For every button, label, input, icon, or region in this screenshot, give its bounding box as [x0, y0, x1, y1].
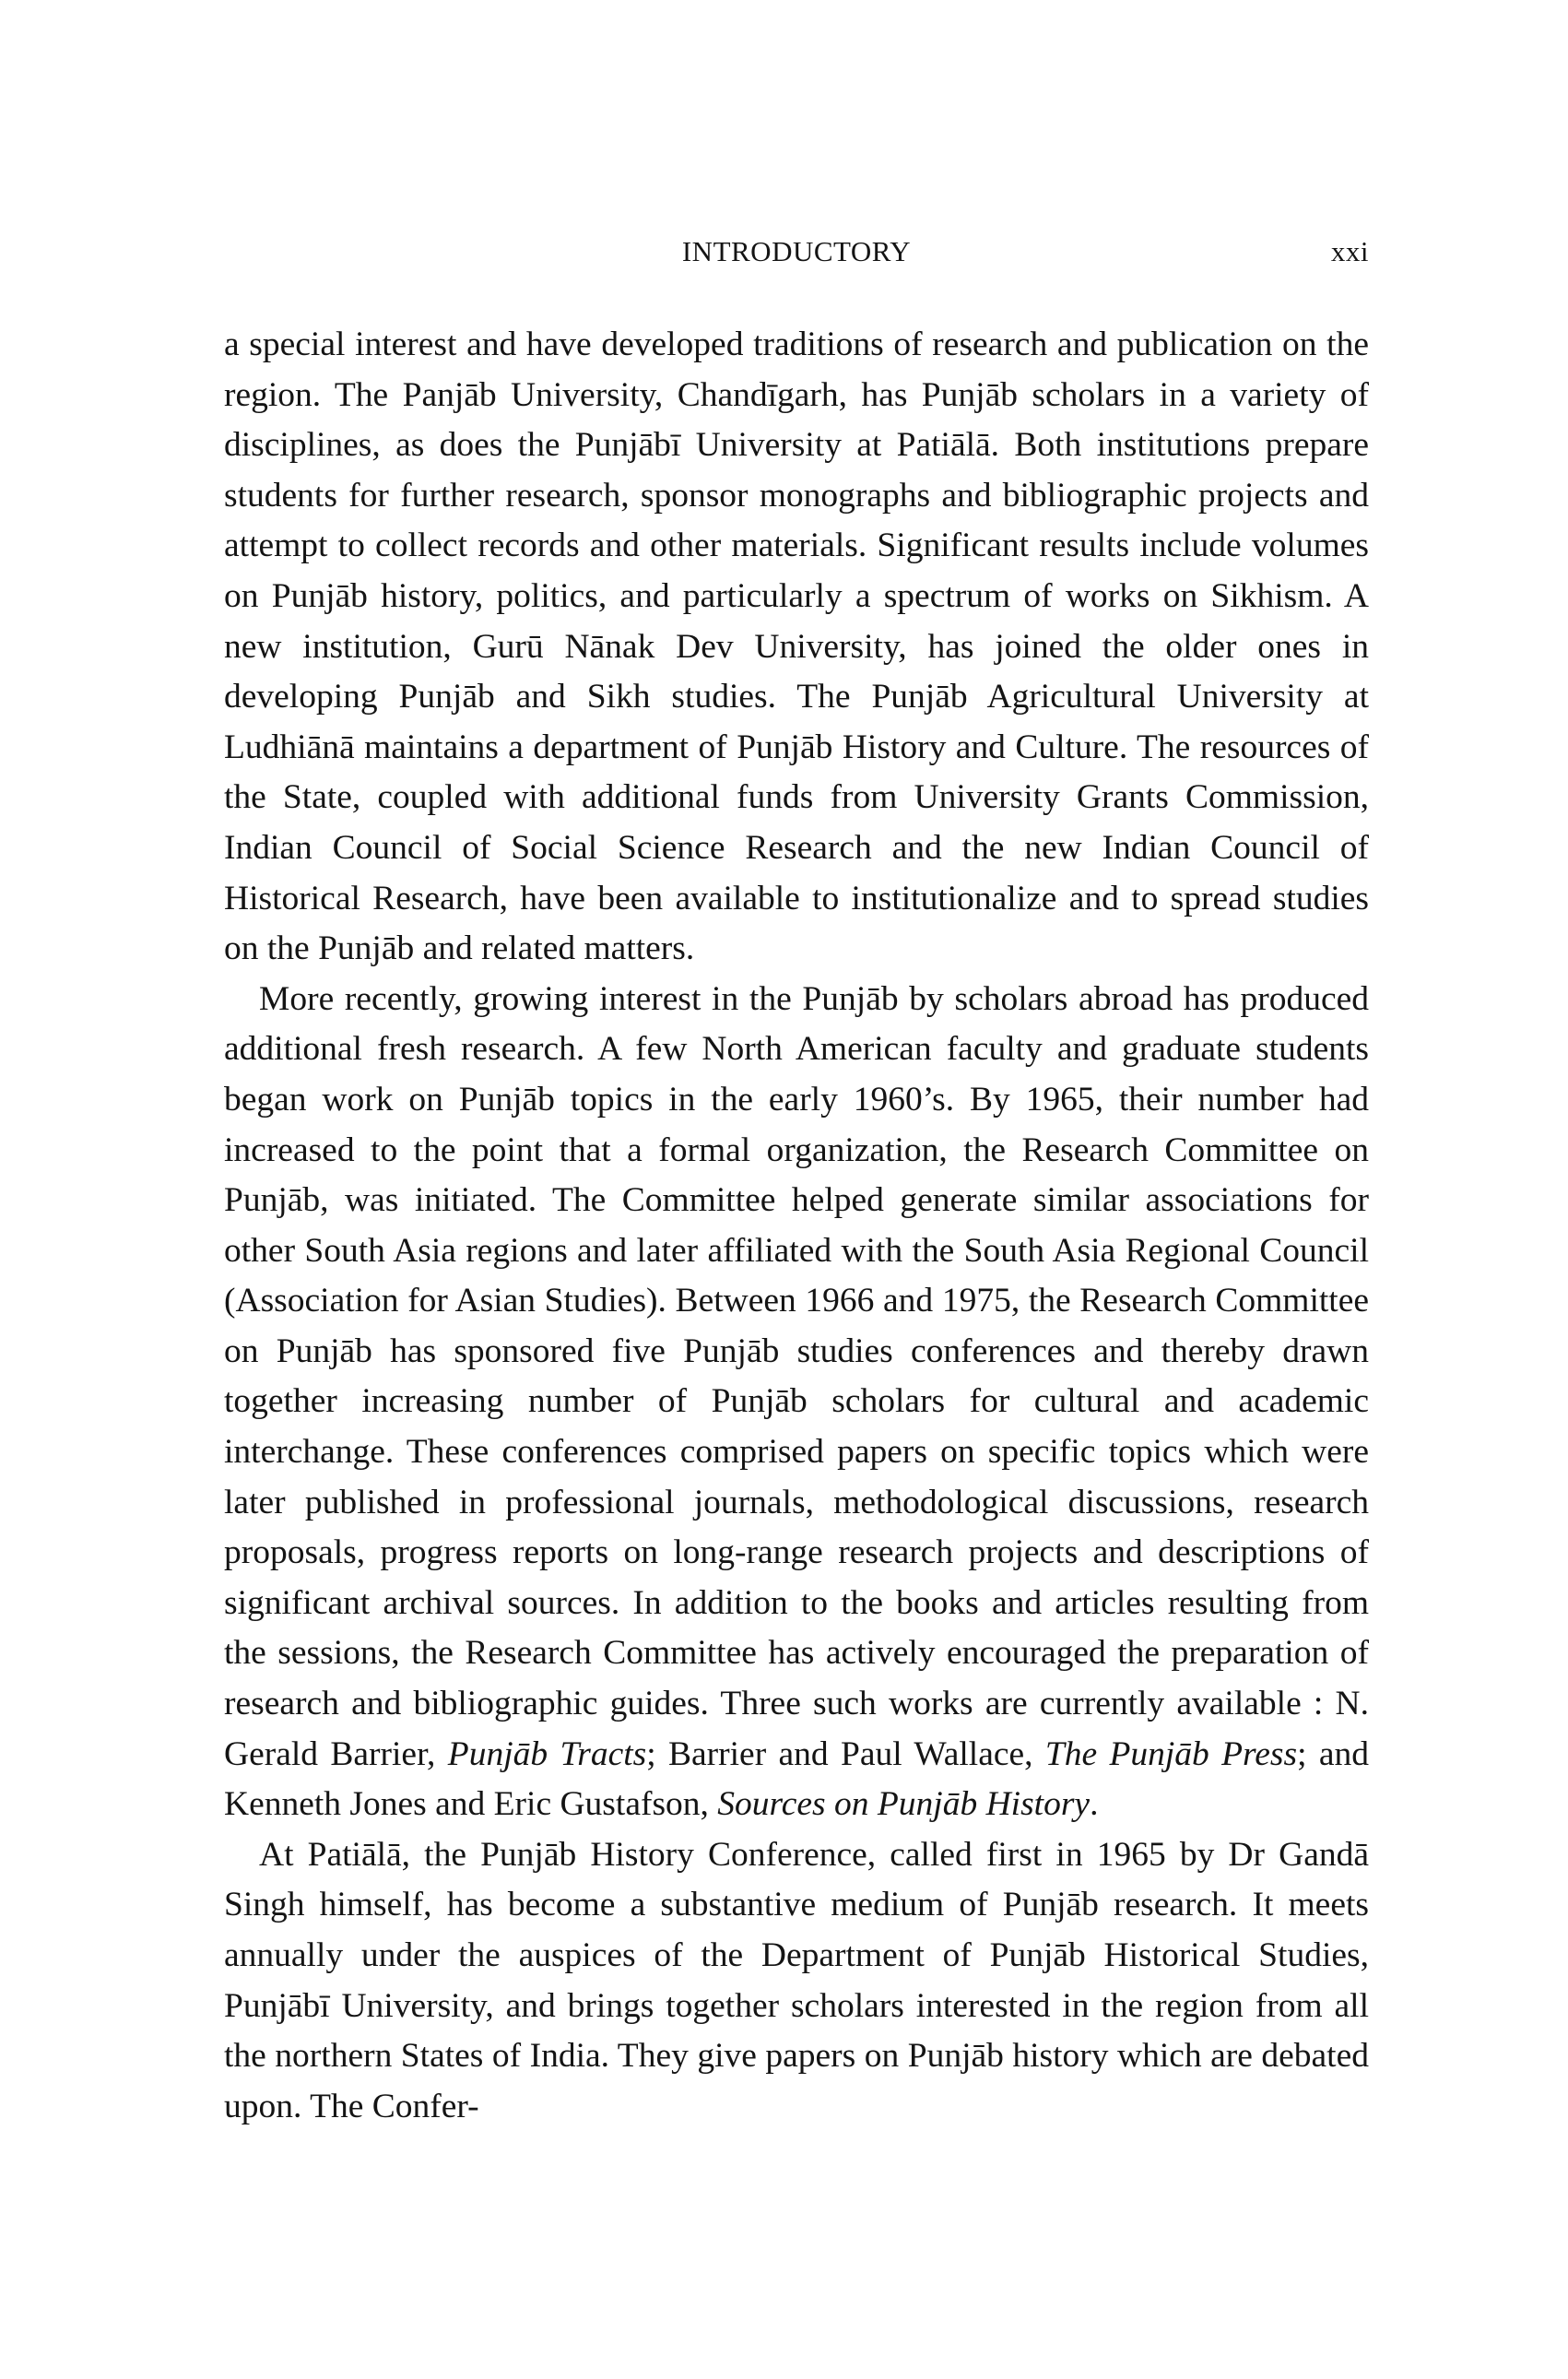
text-run: At Patiālā, the Punjāb History Conference, called first in 1965 by Dr Gandā Singh himself, has become a substantive medium of Punjāb research. It meets annually under the auspices of the Department of Punjāb Historical Studies, Punjābī University, and brings together scholars interested in the region from all the northern States of India. They give papers on Punjāb history which are debated upon. The Confer-	[224, 1835, 1369, 2125]
text-run: ; and Kenneth Jones and Eric Gustafson,	[224, 1734, 1369, 1824]
paragraph	[224, 1830, 1369, 2133]
text-run: a special interest and have developed traditions of research and publication on the region. The Panjāb University, Chandīgarh, has Punjāb scholars in a variety of disciplines, as does the Punjābī University at Patiālā. Both institutions prepare students for further research, sponsor monographs and bibliographic projects and attempt to collect records and other materials. Significant results include volumes on Punjāb history, politics, and particularly a spectrum of works on Sikhism. A new institution, Gurū Nānak Dev University, has joined the older ones in developing Punjāb and Sikh studies. The Punjāb Agricultural University at Ludhiānā maintains a department of Punjāb History and Culture. The resources of the State, coupled with additional funds from University Grants Commission, Indian Council of Social Science Research and the new Indian Council of Historical Research, have been available to institutionalize and to spread studies on the Punjāb and related matters.	[224, 325, 1369, 968]
running-head	[224, 235, 1369, 281]
running-head-title: INTRODUCTORY	[681, 235, 912, 267]
text-run: ; Barrier and Paul Wallace,	[646, 1734, 1045, 1773]
text-run: .	[1090, 1785, 1099, 1824]
book-title-italic: Sources on Punjāb History	[717, 1785, 1091, 1824]
paragraph	[224, 975, 1369, 1830]
text-run: More recently, growing interest in the Punjāb by scholars abroad has produced additional fresh research. A few North American faculty and graduate students began work on Punjāb topics in the early 1960’s. By 1965, their number had increased to the point that a formal organization, the Research Committee on Punjāb, was initiated. The Committee helped generate similar associations for other South Asia regions and later affiliated with the South Asia Regional Council (Association for Asian Studies). Between 1966 and 1975, the Research Committee on Punjāb has sponsored five Punjāb studies conferences and thereby drawn together increasing number of Punjāb scholars for cultural and academic interchange. These conferences comprised papers on specific topics which were later published in professional journals, methodological discussions, research proposals, progress reports on long-range research projects and descriptions of significant archival sources. In addition to the books and articles resulting from the sessions, the Research Committee has actively encouraged the preparation of research and bibliographic guides. Three such works are currently available : N. Gerald Barrier,	[224, 979, 1369, 1773]
book-title-italic: Punjāb Tracts	[447, 1734, 647, 1773]
book-title-italic: The Punjāb Press	[1044, 1734, 1298, 1773]
page-number: xxi	[1330, 235, 1369, 267]
paragraph-continued	[224, 320, 1369, 975]
body-text	[224, 320, 1369, 2132]
